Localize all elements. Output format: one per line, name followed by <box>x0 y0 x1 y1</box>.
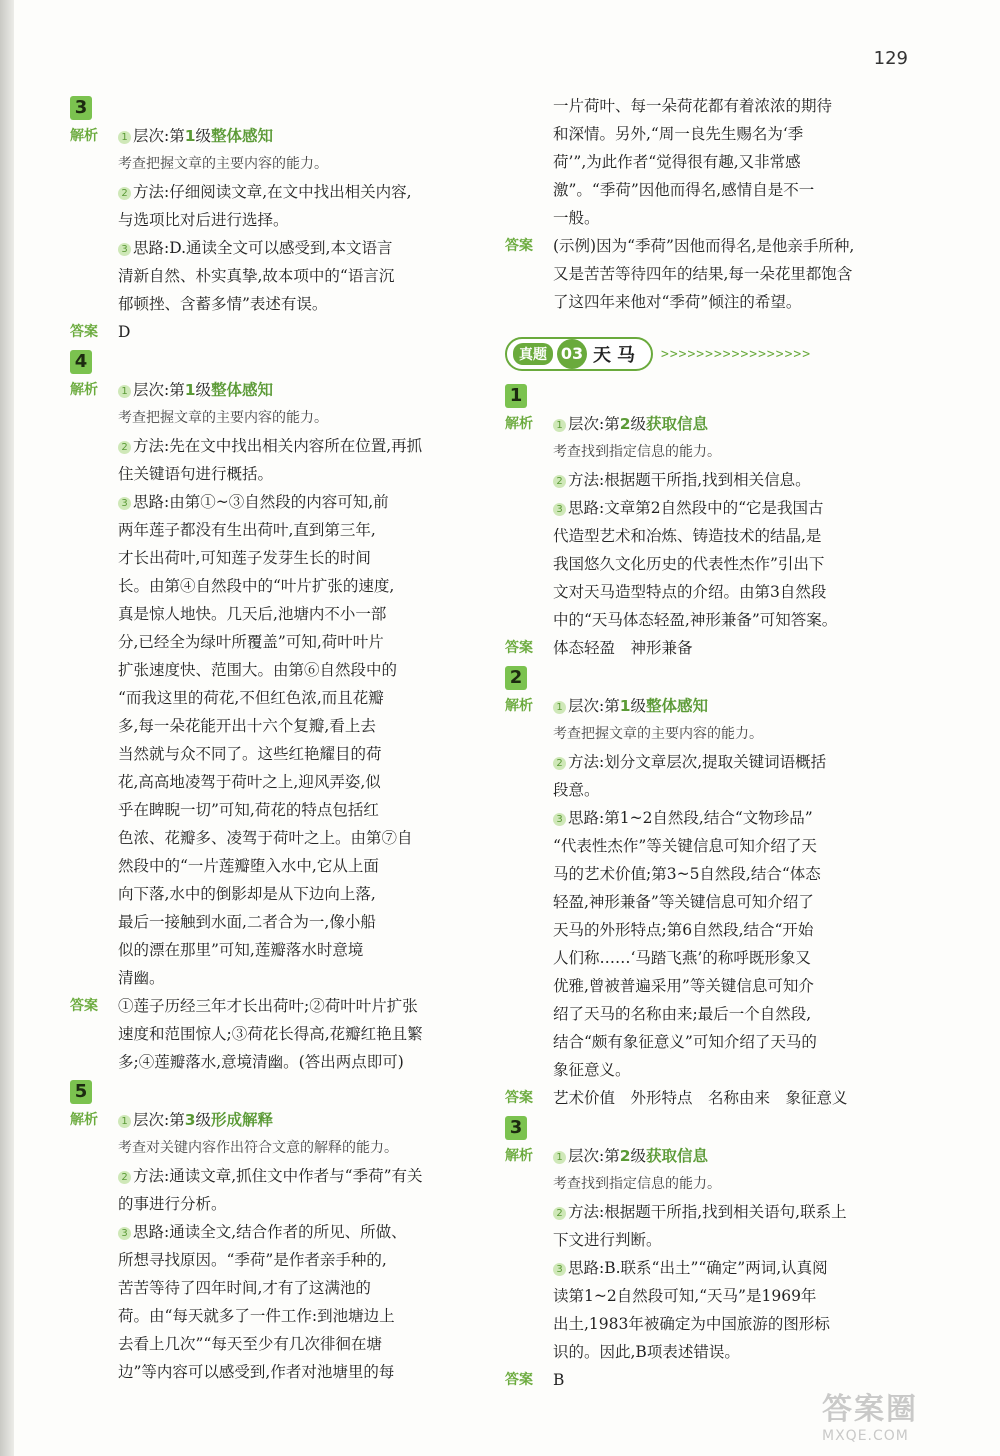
skill-line: 考查把握文章的主要内容的能力。 <box>118 156 328 172</box>
skill-line: 考查对关键内容作出符合文意的解释的能力。 <box>118 1140 398 1156</box>
analysis-tag: 解析 <box>505 698 533 714</box>
step-2-icon: 2 <box>553 475 566 488</box>
watermark-logo: 答案圈 MXQE.COM <box>822 1392 918 1444</box>
analysis-block-q3-right: 解析 1 层次:第2级获取信息 考查找到指定信息的能力。 2 方法:根据题干所指,找到相关语句,联系上 下文进行判断。 3 思路:B.联系“出土”“确定”两词,认真阅 读第1~2自然段可知,“天马”是1969年 出土,1983年被确定为中国旅游的图形标 识的。因此,B项表述错误。 <box>505 1142 915 1366</box>
answer-text: 艺术价值 外形特点 名称由来 象征意义 <box>553 1089 848 1107</box>
level-line: 1 层次:第1级整体感知 <box>118 376 470 404</box>
analysis-block-q1: 解析 1 层次:第2级获取信息 考查找到指定信息的能力。 2 方法:根据题干所指,找到相关信息。 3 思路:文章第2自然段中的“它是我国古 代造型艺术和冶炼、铸造技术的结晶,是 我国悠久文化历史的代表性杰作”引出下 文对天马造型特点的介绍。由第3自然段 中的“天马体态轻盈,神形兼备”可知答案。 <box>505 410 915 634</box>
answer-tag: 答案 <box>505 1090 533 1106</box>
answer-tag: 答案 <box>505 640 533 656</box>
step-1-icon: 1 <box>553 701 566 714</box>
level-name: 获取信息 <box>646 415 709 433</box>
answer-block-q3 <box>70 318 470 346</box>
question-number-3: 3 <box>505 1116 527 1140</box>
step-2-icon: 2 <box>118 187 131 200</box>
level-name: 形成解释 <box>211 1111 274 1129</box>
q5-continuation: 一片荷叶、每一朵荷花都有着浓浓的期待 和深情。另外,“周一良先生赐名为‘季 荷’”,为此作者“觉得很有趣,又非常感 激”。“季荷”因他而得名,感情自是不一 一般。 <box>553 97 833 227</box>
answer-text: (示例)因为“季荷”因他而得名,是他亲手所种, 又是苦苦等待四年的结果,每一朵花里都饱含 了这四年来他对“季荷”倾注的希望。 <box>553 237 855 311</box>
page-edge <box>0 0 14 1456</box>
analysis-block-q5: 解析 1 层次:第3级形成解释 考查对关键内容作出符合文意的解释的能力。 2 方法:通读文章,抓住文中作者与“季荷”有关 的事进行分析。 3 思路:通读全文,结合作者的所见、所做、 所想寻找原因。“季荷”是作者亲手种的, 苦苦等待了四年时间,才有了这满池的 荷。由“每天就多了一件工作:到池塘边上 去看上几次”“每天至少有几次徘徊在塘 边”等内容可以感受到,作者对池塘里的每 <box>70 1106 470 1386</box>
analysis-tag: 解析 <box>505 1148 533 1164</box>
step-1-icon: 1 <box>118 1115 131 1128</box>
analysis-tag: 解析 <box>70 382 98 398</box>
step-1-icon: 1 <box>553 1151 566 1164</box>
section-banner <box>505 336 915 372</box>
analysis-block-q4: 解析 1 层次:第1级整体感知 考查把握文章的主要内容的能力。 2 方法:先在文中找出相关内容所在位置,再抓 住关键语句进行概括。 3 思路:由第①~③自然段的内容可知,前 两年莲子都没有生出荷叶,直到第三年, 才长出荷叶,可知莲子发芽生长的时间 长。由第④自然段中的“叶片扩张的速度, 真是惊人地快。几天后,池塘内不小一部 分,已经全为绿叶所覆盖”可知,荷叶叶片 扩张速度快、范围大。由第⑥自然段中的 “而我这里的荷花,不但红色浓,而且花瓣 多,每一朵花能开出十六个复瓣,看上去 当然就与众不同了。这些红艳耀目的荷 花,高高地凌驾于荷叶之上,迎风弄姿,似 乎在睥睨一切”可知,荷花的特点包括红 色浓、花瓣多、凌驾于荷叶之上。由第⑦自 然段中的“一片莲瓣堕入水中,它从上面 向下落,水中的倒影却是从下边向上落, 最后一接触到水面,二者合为一,像小船 似的漂在那里”可知,莲瓣落水时意境 清幽。 <box>70 376 470 992</box>
level-name: 整体感知 <box>211 381 274 399</box>
answer-tag: 答案 <box>505 1372 533 1388</box>
answer-text: D <box>118 323 131 341</box>
analysis-tag: 解析 <box>505 416 533 432</box>
step-1-icon: 1 <box>118 385 131 398</box>
step-3-icon: 3 <box>553 813 566 826</box>
step-3-icon: 3 <box>118 243 131 256</box>
question-number-2: 2 <box>505 666 527 690</box>
step-2-icon: 2 <box>118 1171 131 1184</box>
level-line: 1 层次:第3级形成解释 <box>118 1106 470 1134</box>
question-number-4: 4 <box>70 350 92 374</box>
answer-block-q1 <box>505 634 915 662</box>
analysis-block-q3: 解析 1 层次:第1级整体感知 考查把握文章的主要内容的能力。 2 方法:仔细阅读文章,在文中找出相关内容, 与选项比对后进行选择。 3 思路:D.通读全文可以感受到,本文语言 清新自然、朴实真挚,故本项中的“语言沉 郁顿挫、含蓄多情”表述有误。 <box>70 122 470 318</box>
level-name: 整体感知 <box>646 697 709 715</box>
level-name: 获取信息 <box>646 1147 709 1165</box>
answer-text: ①莲子历经三年才长出荷叶;②荷叶叶片扩张 速度和范围惊人;③荷花长得高,花瓣红艳且繁 多;④莲瓣落水,意境清幽。(答出两点即可) <box>118 997 423 1071</box>
analysis-tag: 解析 <box>70 128 98 144</box>
question-number-1: 1 <box>505 384 527 408</box>
section-title: 天马 <box>593 345 641 366</box>
answer-text: B <box>553 1371 565 1389</box>
step-1-icon: 1 <box>553 419 566 432</box>
right-column <box>505 92 915 1394</box>
level-line: 1 层次:第1级整体感知 <box>553 692 915 720</box>
answer-block-q2 <box>505 1084 915 1112</box>
step-2-icon: 2 <box>553 1207 566 1220</box>
section-number: 03 <box>557 339 587 369</box>
analysis-block-q2: 解析 1 层次:第1级整体感知 考查把握文章的主要内容的能力。 2 方法:划分文章层次,提取关键词语概括 段意。 3 思路:第1~2自然段,结合“文物珍品” “代表性杰作”等关键信息可知介绍了天 马的艺术价值;第3~5自然段,结合“体态 轻盈,神形兼备”等关键信息可知介绍了 天马的外形特点;第6自然段,结合“开始 人们称……‘马踏飞燕’的称呼既形象又 优雅,曾被普遍采用”等关键信息可知介 绍了天马的名称由来;最后一个自然段, 结合“颇有象征意义”可知介绍了天马的 象征意义。 <box>505 692 915 1084</box>
step-3-icon: 3 <box>118 497 131 510</box>
skill-line: 考查把握文章的主要内容的能力。 <box>553 726 763 742</box>
question-number-5: 5 <box>70 1080 92 1104</box>
skill-line: 考查找到指定信息的能力。 <box>553 1176 721 1192</box>
answer-tag: 答案 <box>70 998 98 1014</box>
step-1-icon: 1 <box>118 131 131 144</box>
level-line: 1 层次:第1级整体感知 <box>118 122 470 150</box>
answer-tag: 答案 <box>70 324 98 340</box>
level-line: 1 层次:第2级获取信息 <box>553 1142 915 1170</box>
answer-block-q5 <box>505 232 915 316</box>
question-number-3: 3 <box>70 96 92 120</box>
analysis-tag: 解析 <box>70 1112 98 1128</box>
arrow-decoration-icon: >>>>>>>>>>>>>>>>> <box>661 346 812 362</box>
level-line: 1 层次:第2级获取信息 <box>553 410 915 438</box>
step-3-icon: 3 <box>118 1227 131 1240</box>
step-2-icon: 2 <box>553 757 566 770</box>
answer-tag: 答案 <box>505 238 533 254</box>
step-2-icon: 2 <box>118 441 131 454</box>
page-number: 129 <box>873 48 908 69</box>
skill-line: 考查找到指定信息的能力。 <box>553 444 721 460</box>
answer-text: 体态轻盈 神形兼备 <box>553 639 693 657</box>
step-3-icon: 3 <box>553 1263 566 1276</box>
answer-block-q4 <box>70 992 470 1076</box>
step-3-icon: 3 <box>553 503 566 516</box>
skill-line: 考查把握文章的主要内容的能力。 <box>118 410 328 426</box>
level-name: 整体感知 <box>211 127 274 145</box>
section-label: 真题 <box>513 343 553 365</box>
left-column <box>70 92 470 1386</box>
